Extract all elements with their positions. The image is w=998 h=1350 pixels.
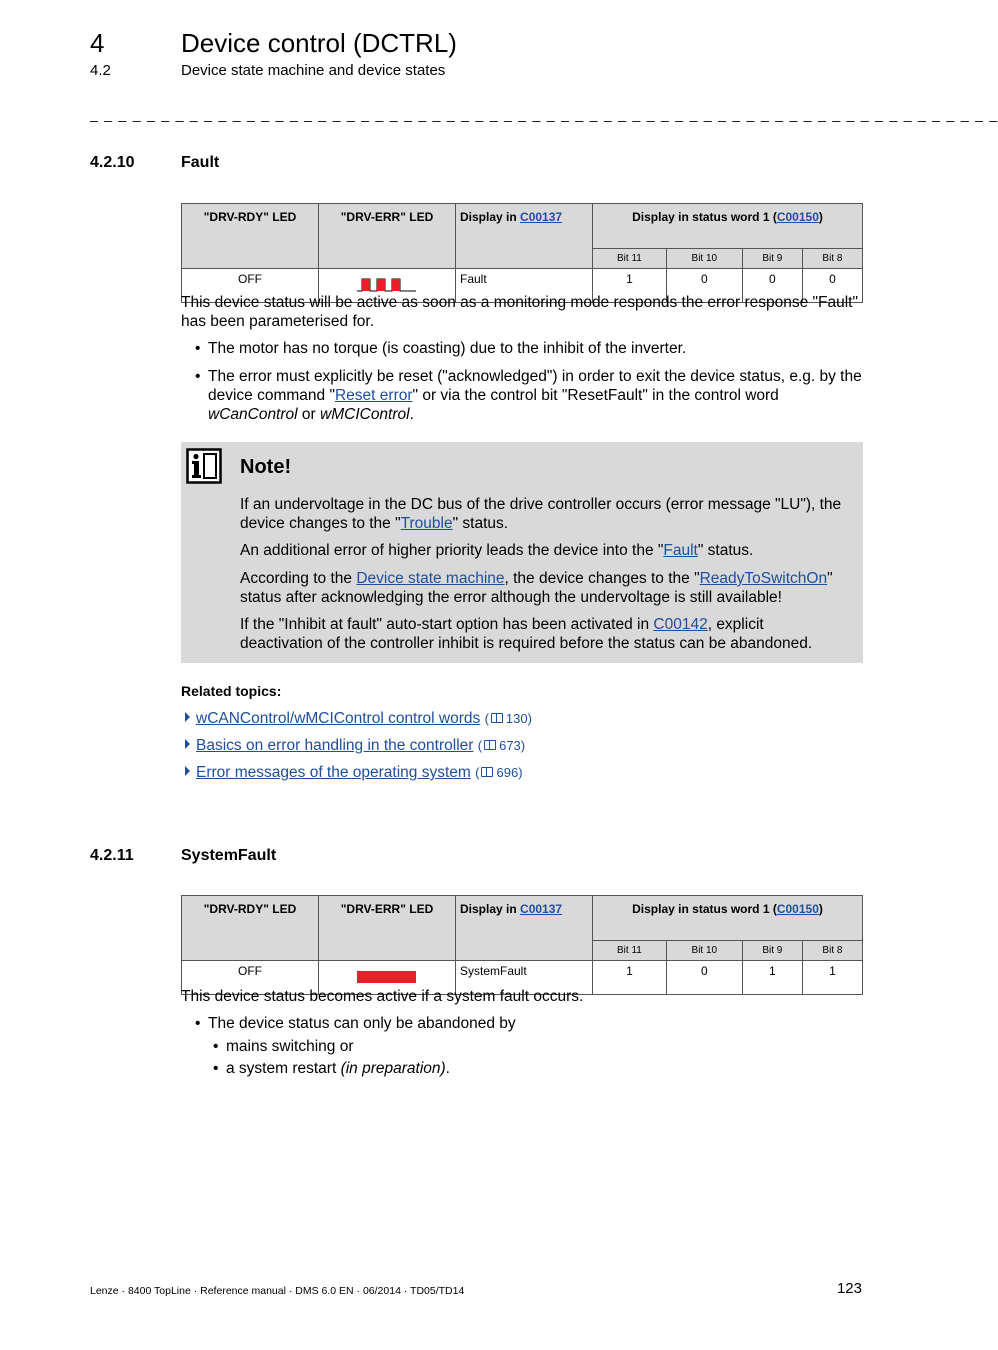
col-drv-rdy: "DRV-RDY" LED (182, 204, 319, 269)
link-c00150[interactable]: C00150 (776, 210, 819, 224)
col-status-word: Display in status word 1 (C00150) (593, 896, 863, 941)
book-icon (484, 740, 496, 750)
related-link[interactable]: Basics on error handling in the controller ( 673) (185, 737, 525, 755)
col-drv-err: "DRV-ERR" LED (319, 896, 456, 961)
heading-number: 4.2.10 (90, 154, 135, 171)
col-display: Display in C00137 (456, 896, 593, 961)
col-drv-rdy: "DRV-RDY" LED (182, 896, 319, 961)
list-item: • a system restart (in preparation). (213, 1060, 450, 1077)
related-link[interactable]: wCANControl/wMCIControl control words ( 130) (185, 710, 532, 728)
status-table-fault (181, 203, 863, 303)
bit-header: Bit 11 (593, 249, 667, 269)
list-item: • mains switching or (213, 1038, 354, 1055)
bit-header: Bit 8 (802, 249, 862, 269)
note-paragraph: An additional error of higher priority leads the device into the "Fault" status. (240, 542, 754, 559)
bit-header: Bit 9 (742, 941, 802, 961)
bit-header: Bit 8 (802, 941, 862, 961)
link-ready-to-switch-on[interactable]: ReadyToSwitchOn (699, 570, 828, 587)
related-heading: Related topics: (181, 683, 282, 699)
cell-bit11: 1 (593, 961, 667, 995)
footer-text: Lenze · 8400 TopLine · Reference manual · DMS 6.0 EN · 06/2014 · TD05/TD14 (90, 1285, 465, 1297)
link-c00137[interactable]: C00137 (520, 210, 563, 224)
arrow-right-icon (185, 712, 190, 722)
chapter-number: 4 (90, 28, 105, 58)
heading-number: 4.2.11 (90, 847, 134, 864)
arrow-right-icon (185, 739, 190, 749)
cell-bit9: 1 (742, 961, 802, 995)
link-trouble[interactable]: Trouble (400, 515, 453, 532)
bit-header: Bit 11 (593, 941, 667, 961)
col-status-word: Display in status word 1 (C00150) (593, 204, 863, 249)
col-drv-err: "DRV-ERR" LED (319, 204, 456, 269)
cell-bit9: 0 (742, 269, 802, 303)
cell-bit8: 1 (802, 961, 862, 995)
arrow-right-icon (185, 766, 190, 776)
link-fault[interactable]: Fault (663, 542, 698, 559)
systemfault-intro: This device status becomes active if a system fault occurs. (181, 988, 584, 1005)
cell-bit10: 0 (666, 961, 742, 995)
cell-display: SystemFault (456, 961, 593, 995)
heading-title: SystemFault (181, 847, 277, 864)
separator-line: _ _ _ _ _ _ _ _ _ _ _ _ _ _ _ _ _ _ _ _ _ _ _ _ _ _ _ _ _ _ _ _ _ _ _ _ _ _ _ _ _ _ _ _ _ _ _ _ _ _ _ _ _ _ _ _ _ _ _ _ _ _ _ _ (90, 106, 998, 122)
info-icon (186, 448, 220, 482)
link-reset-error[interactable]: Reset error (334, 387, 413, 404)
link-c00150[interactable]: C00150 (776, 902, 819, 916)
col-display: Display in C00137 (456, 204, 593, 269)
cell-bit10: 0 (666, 269, 742, 303)
note-paragraph: According to the Device state machine, the device changes to the "ReadyToSwitchOn" status after acknowledging the error although the undervoltage is still available! (240, 570, 833, 606)
link-c00137[interactable]: C00137 (520, 902, 563, 916)
note-title: Note! (240, 456, 292, 478)
page-number: 123 (836, 1280, 862, 1297)
chapter-title: Device control (DCTRL) (181, 28, 457, 58)
section-number: 4.2 (90, 62, 111, 79)
bit-header: Bit 10 (666, 249, 742, 269)
fault-intro: This device status will be active as soon as a monitoring mode responds the error response "Fault" has been parameterised for. (181, 294, 858, 330)
section-title: Device state machine and device states (181, 62, 446, 79)
status-table-systemfault (181, 895, 863, 995)
list-item: • The error must explicitly be reset ("acknowledged") in order to exit the device status, e.g. by the device command "Reset error" or via the control bit "ResetFault" in the control word wCanControl or wMCIControl. (195, 368, 862, 423)
list-item: • The device status can only be abandoned by (195, 1015, 516, 1032)
book-icon (481, 767, 493, 777)
cell-bit8: 0 (802, 269, 862, 303)
book-icon (491, 713, 503, 723)
note-paragraph: If an undervoltage in the DC bus of the drive controller occurs (error message "LU"), the device changes to the "Trouble" status. (240, 496, 842, 532)
bit-header: Bit 10 (666, 941, 742, 961)
link-device-state-machine[interactable]: Device state machine (356, 570, 505, 587)
note-paragraph: If the "Inhibit at fault" auto-start option has been activated in C00142, explicit deactivation of the controller inhibit is required before the status can be abandoned. (240, 616, 813, 652)
cell-rdy: OFF (182, 269, 319, 303)
bit-header: Bit 9 (742, 249, 802, 269)
list-item: • The motor has no torque (is coasting) due to the inhibit of the inverter. (195, 340, 687, 357)
cell-rdy: OFF (182, 961, 319, 995)
cell-display: Fault (456, 269, 593, 303)
cell-bit11: 1 (593, 269, 667, 303)
link-c00142[interactable]: C00142 (653, 616, 708, 633)
related-link[interactable]: Error messages of the operating system ( 696) (185, 764, 523, 782)
heading-title: Fault (181, 154, 220, 171)
